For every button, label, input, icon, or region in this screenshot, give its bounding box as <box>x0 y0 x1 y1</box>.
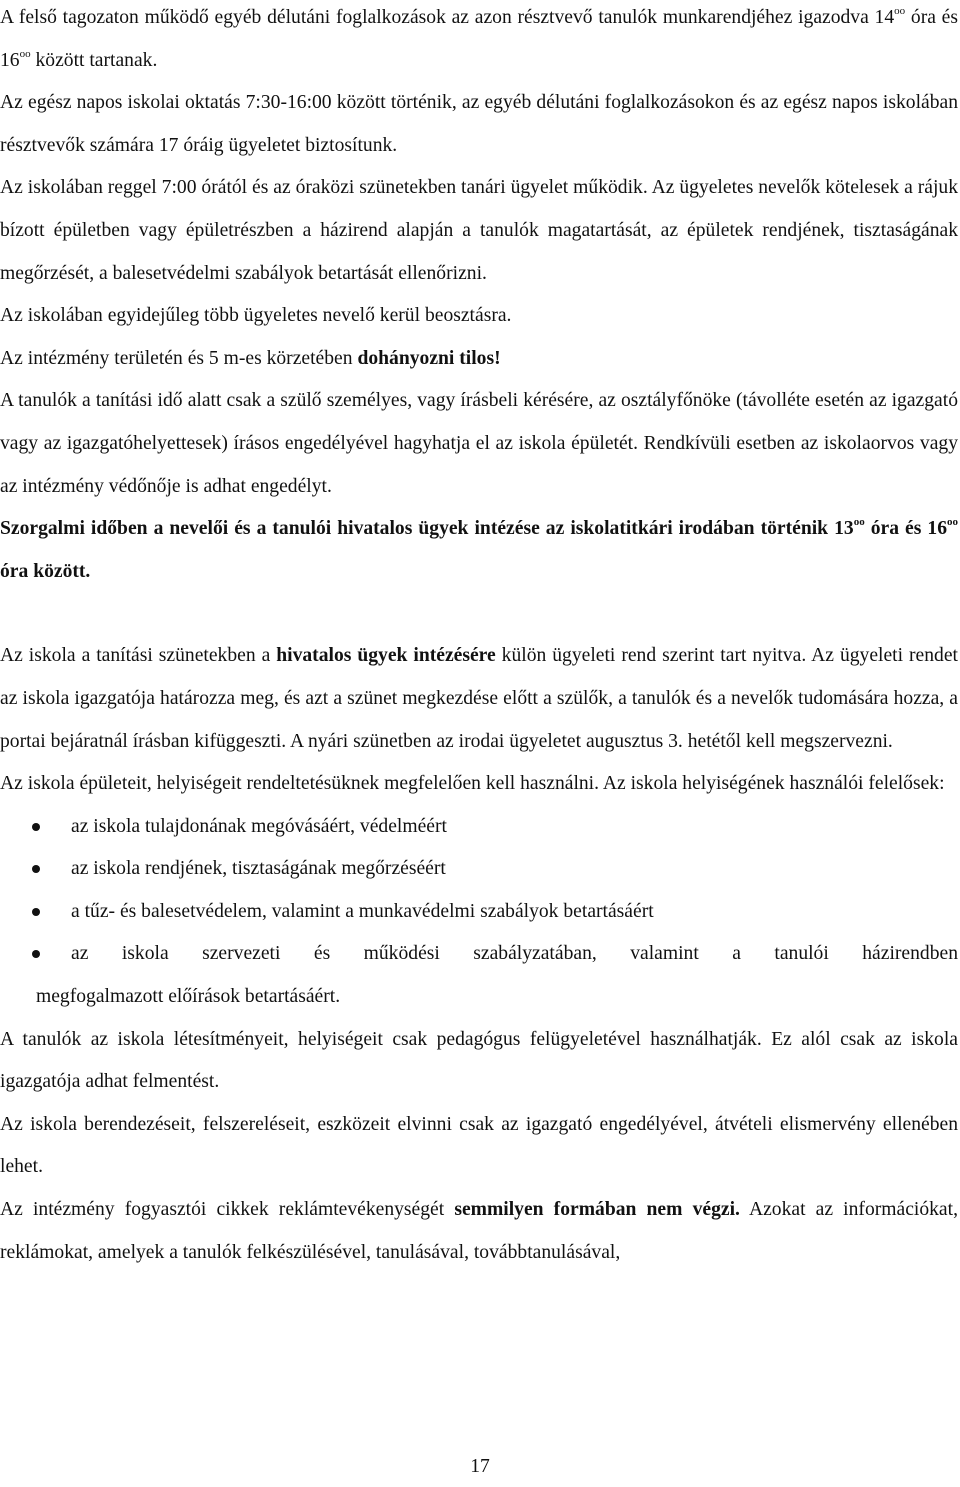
blank-line <box>0 593 958 635</box>
text-run: között tartanak. <box>30 49 158 71</box>
text-run: óra között. <box>0 560 91 582</box>
list-item-text: az iskola szervezeti és működési szabályzatában, valamint a tanulói házirendben <box>71 943 958 965</box>
paragraph-facility-use: A tanulók az iskola létesítményeit, helyiségeit csak pedagógus felügyeletével használhatják. Ez alól csak az iskola igazgatója adhat felmentést. <box>0 1028 958 1093</box>
list-item-text: az iskola rendjének, tisztaságának megőrzéséért <box>71 858 446 880</box>
bold-text: hivatalos ügyek intézésére <box>276 645 496 667</box>
list-item <box>0 933 958 1018</box>
bullet-icon <box>32 865 40 873</box>
superscript: oo <box>894 5 906 17</box>
text-run: Azokat az információkat, reklámokat, amelyek a tanulók felkészülésével, tanulásával, továbbtanulásával, <box>0 1199 958 1263</box>
list-item-text: a tűz- és balesetvédelem, valamint a munkavédelmi szabályok betartásáért <box>71 900 654 922</box>
bold-text: dohányozni tilos! <box>357 347 501 369</box>
paragraph-building-use: Az iskola épületeit, helyiségeit rendeltetésüknek megfelelően kell használni. Az iskola helyiségének használói felelősek: <box>0 773 945 795</box>
text-run: Az intézmény területén és 5 m-es körzetében <box>0 347 358 369</box>
paragraph-afternoon-activities <box>0 0 958 82</box>
list-item <box>0 848 958 891</box>
superscript: oo <box>947 516 958 529</box>
text-run: A felső tagozaton működő egyéb délutáni foglalkozások az azon résztvevő tanulók munkarendjéhez igazodva 14 <box>0 7 895 28</box>
bullet-icon <box>32 950 40 958</box>
bullet-icon <box>32 823 40 831</box>
paragraph-equipment: Az iskola berendezéseit, felszereléseit, eszközeit elvinni csak az igazgató engedélyével, átvételi elismervény ellenében lehet. <box>0 1113 958 1178</box>
paragraph-all-day-school: Az egész napos iskolai oktatás 7:30-16:00 között történik, az egyéb délutáni foglalkozásokon és az egész napos iskolában résztvevők számára 17 óráig ügyeletet biztosítunk. <box>0 92 958 156</box>
paragraph-advertising <box>0 1189 958 1274</box>
list-item-text: az iskola tulajdonának megóvásáért, védelméért <box>71 815 447 837</box>
paragraph-leaving-school: A tanulók a tanítási idő alatt csak a szülő személyes, vagy írásbeli kérésére, az osztályfőnöke (távolléte esetén az igazgató vagy az igazgatóhelyettesek) írásos engedélyével hagyhatja el az iskola épületét. Rendkívüli esetben az iskolaorvos vagy az intézmény védőnője is adhat engedélyt. <box>0 390 958 497</box>
text-run: Szorgalmi időben a nevelői és a tanulói hivatalos ügyek intézése az iskolatitkári irodában történik 13 <box>0 518 854 540</box>
list-item <box>0 806 958 849</box>
paragraph-no-smoking <box>0 338 958 381</box>
text-run: óra és 16 <box>0 7 958 71</box>
bullet-icon <box>32 908 40 916</box>
paragraph-multiple-duty: Az iskolában egyidejűleg több ügyeletes nevelő kerül beosztásra. <box>0 305 512 327</box>
text-run: óra és 16 <box>864 518 947 540</box>
text-run: Az iskola a tanítási szünetekben a <box>0 645 277 667</box>
bold-text <box>0 518 958 582</box>
page-number: 17 <box>470 1456 490 1477</box>
paragraph-holiday-office <box>0 635 958 763</box>
responsibility-list <box>0 806 958 1019</box>
paragraph-office-hours <box>0 508 958 593</box>
text-run: külön ügyeleti rend szerint tart nyitva. Az ügyeleti rendet az iskola igazgatója határozza meg, és azt a szünet megkezdése előtt a szülők, a tanulók és a nevelők tudomására hozza, a portai bejáratnál írásban kifüggeszti. A nyári szünetben az irodai ügyeletet augusztus 3. hetétől kell megszervezni. <box>0 645 958 752</box>
superscript: oo <box>853 516 865 529</box>
superscript: oo <box>19 47 31 60</box>
list-item <box>0 891 958 934</box>
bold-text: semmilyen formában nem végzi. <box>454 1199 740 1221</box>
paragraph-teacher-duty: Az iskolában reggel 7:00 órától és az óraközi szünetekben tanári ügyelet működik. Az ügyeletes nevelők kötelesek a rájuk bízott épületben vagy épületrészben a házirend alapján a tanulók magatartását, az épületek rendjének, tisztaságának megőrzését, a balesetvédelmi szabályok betartását ellenőrizni. <box>0 177 958 284</box>
list-item-text-continued: megfogalmazott előírások betartásáért. <box>36 986 341 1008</box>
text-run: Az intézmény fogyasztói cikkek reklámtevékenységét <box>0 1199 455 1221</box>
